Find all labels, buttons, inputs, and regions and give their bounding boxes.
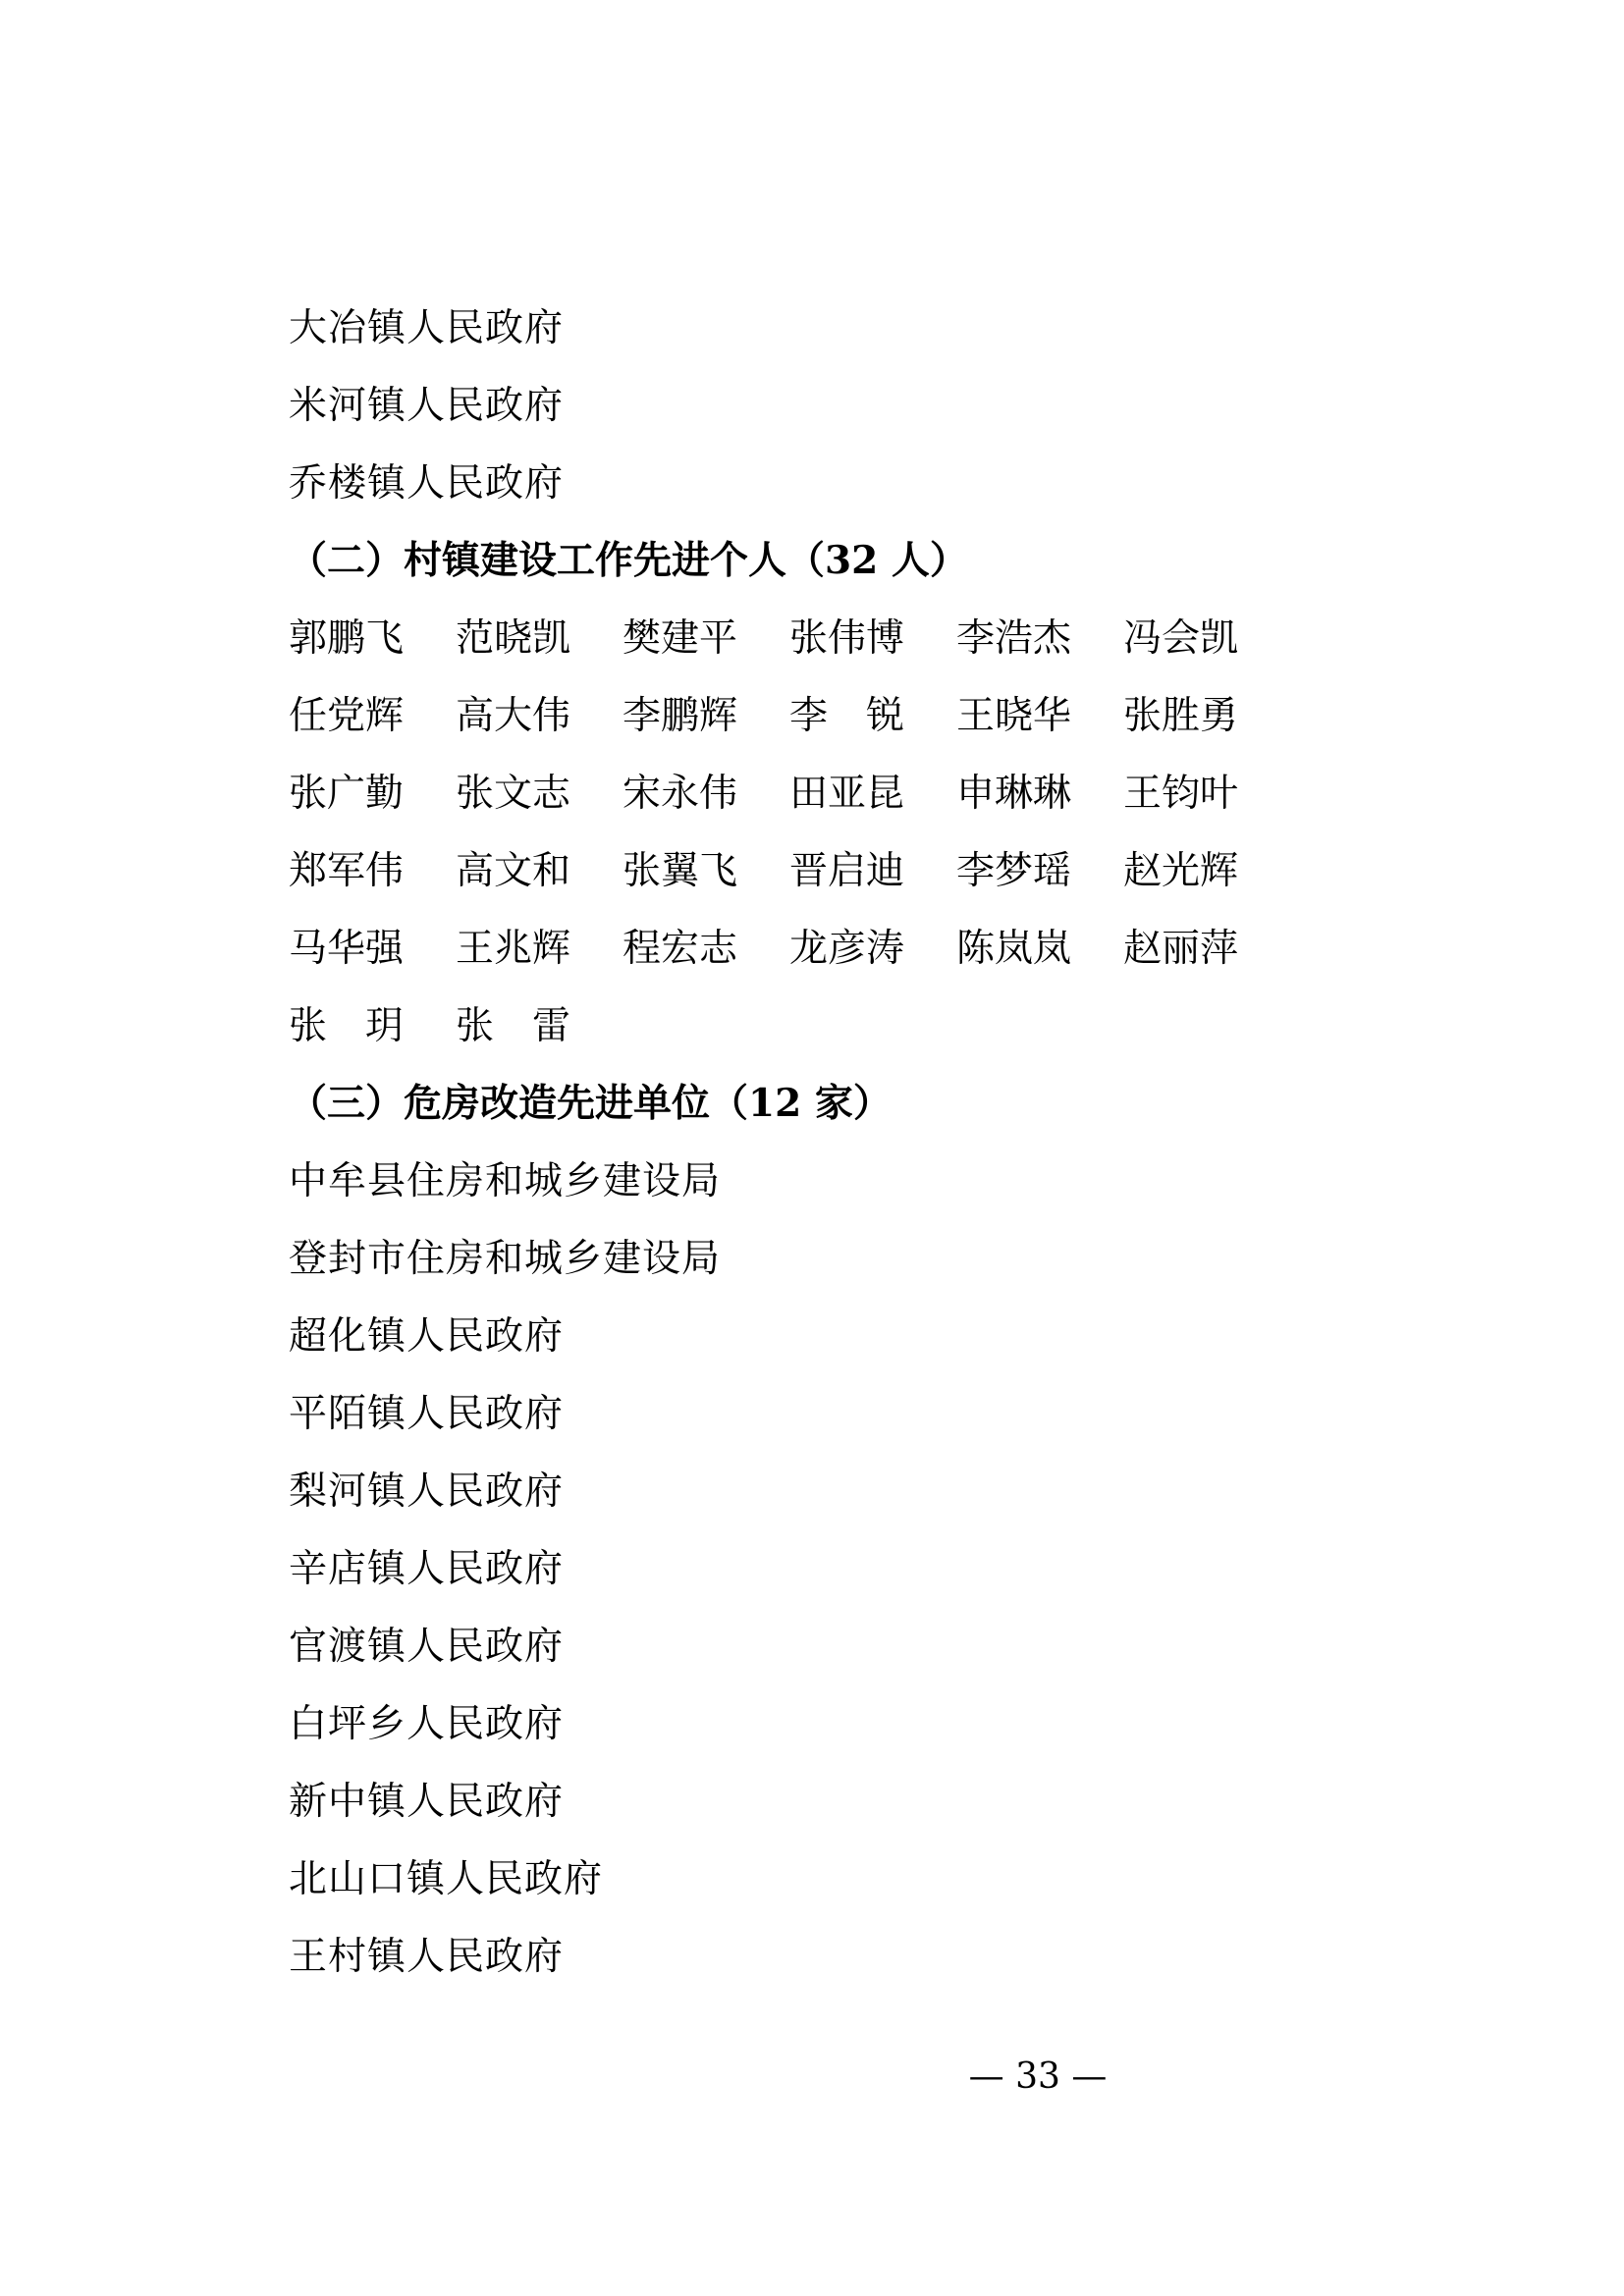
- person-name: 张伟博: [789, 616, 905, 661]
- person-name: 冯会凯: [1123, 616, 1239, 661]
- person-name: 王钧叶: [1123, 772, 1239, 816]
- person-name: 程宏志: [623, 927, 738, 971]
- section-heading: （三）危房改造先进单位（12 家）: [289, 1081, 892, 1126]
- person-name: 范晓凯: [456, 616, 571, 661]
- list-item: 超化镇人民政府: [289, 1314, 565, 1359]
- person-name: 田亚昆: [789, 772, 905, 816]
- person-name: 李梦瑶: [956, 849, 1072, 893]
- person-name: [956, 988, 1123, 1065]
- person-name: 张翼飞: [623, 849, 738, 893]
- list-item: 梨河镇人民政府: [289, 1469, 565, 1514]
- person-name: 张 玥: [289, 1004, 405, 1048]
- list-item: 白坪乡人民政府: [289, 1702, 565, 1746]
- person-name: 郭鹏飞: [289, 616, 405, 661]
- person-name: 李浩杰: [956, 616, 1072, 661]
- list-item: 登封市住房和城乡建设局: [289, 1237, 722, 1281]
- person-name: 张文志: [456, 772, 571, 816]
- list-item: 北山口镇人民政府: [289, 1857, 604, 1901]
- name-row: [285, 755, 1345, 832]
- list-item: 新中镇人民政府: [289, 1780, 565, 1824]
- person-name: 申琳琳: [956, 772, 1072, 816]
- person-name: 龙彦涛: [789, 927, 905, 971]
- name-row: [285, 677, 1345, 755]
- person-name: 张广勤: [289, 772, 405, 816]
- name-row: [285, 988, 1345, 1065]
- person-name: 王晓华: [956, 694, 1072, 738]
- person-name: 郑军伟: [289, 849, 405, 893]
- page-number: — 33 —: [968, 2056, 1108, 2097]
- list-item: 辛店镇人民政府: [289, 1547, 565, 1591]
- list-item: 官渡镇人民政府: [289, 1625, 565, 1669]
- person-name: 赵丽萍: [1123, 927, 1239, 971]
- person-name: 马华强: [289, 927, 405, 971]
- section-heading: （二）村镇建设工作先进个人（32 人）: [289, 538, 968, 583]
- person-name: 陈岚岚: [956, 927, 1072, 971]
- person-name: 晋启迪: [789, 849, 905, 893]
- person-name: 张 雷: [456, 1004, 571, 1048]
- person-name: 宋永伟: [623, 772, 738, 816]
- person-name: 李鹏辉: [623, 694, 738, 738]
- list-item: 乔楼镇人民政府: [289, 461, 565, 506]
- person-name: [789, 988, 956, 1065]
- list-item: 中牟县住房和城乡建设局: [289, 1159, 722, 1203]
- person-name: 樊建平: [623, 616, 738, 661]
- list-item: 大冶镇人民政府: [289, 306, 565, 350]
- person-name: 高文和: [456, 849, 571, 893]
- person-name: 任党辉: [289, 694, 405, 738]
- name-row: [285, 600, 1345, 677]
- person-name: 李 锐: [789, 694, 905, 738]
- person-name: 赵光辉: [1123, 849, 1239, 893]
- list-item: 米河镇人民政府: [289, 384, 565, 428]
- person-name: [1123, 988, 1290, 1065]
- person-name: 高大伟: [456, 694, 571, 738]
- person-name: [623, 988, 789, 1065]
- person-name: 张胜勇: [1123, 694, 1239, 738]
- list-item: 平陌镇人民政府: [289, 1392, 565, 1436]
- person-name: 王兆辉: [456, 927, 571, 971]
- page-footer: [0, 2056, 1624, 2097]
- document-body: [285, 290, 1345, 1996]
- list-item: 王村镇人民政府: [289, 1935, 565, 1979]
- name-row: [285, 910, 1345, 988]
- name-row: [285, 832, 1345, 910]
